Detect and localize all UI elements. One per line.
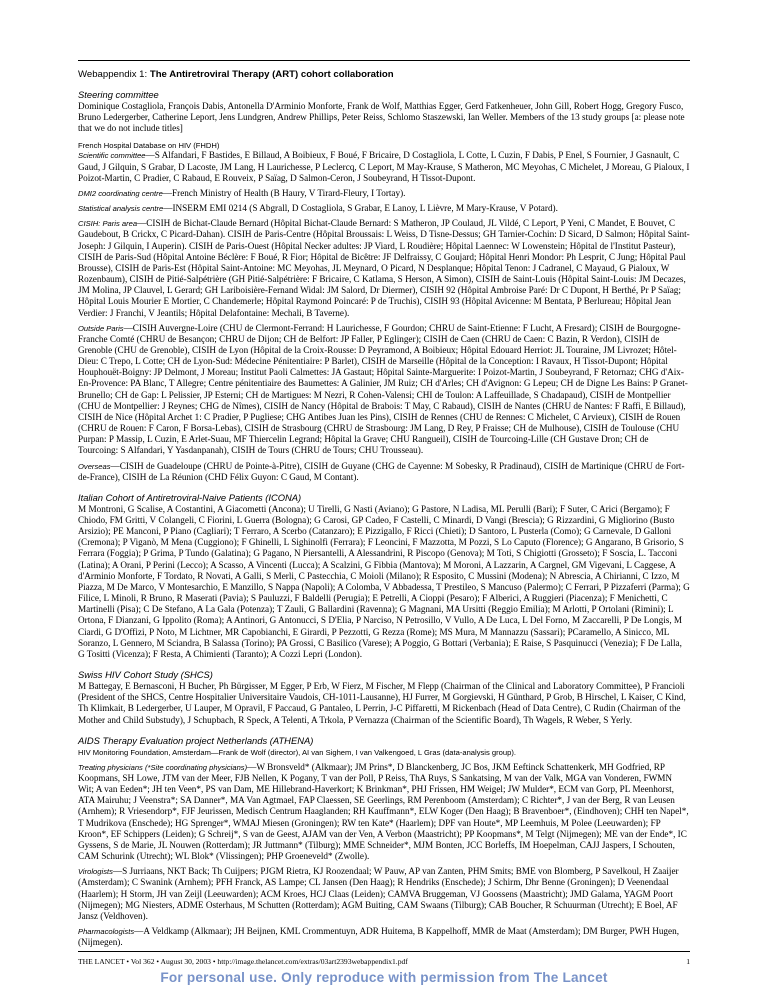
athena-sub — [78, 747, 690, 758]
fhdh-stat — [78, 203, 690, 214]
fhdh-cisih — [78, 218, 690, 318]
fhdh-overseas-text: —CISIH de Guadeloupe (CHRU de Pointe-à-Pitre), CISIH de Guyane (CHG de Cayenne: M Sobesky, R Pradinaud), CISIH de Martinique (CHRU de Fort-de-France), CISIH de La Réunion (CHD Félix Guyon: C Gaud, M Contant). — [78, 460, 685, 482]
permission-notice: For personal use. Only reproduce with permission from The Lancet — [160, 970, 608, 985]
fhdh-outside — [78, 323, 690, 457]
athena-virologists — [78, 866, 690, 922]
fhdh-scientific-text: —S Alfandari, F Bastides, E Billaud, A Boibieux, F Boué, F Bricaire, D Costagliola, L Cotte, L Cuzin, F Dabis, P Enel, S Fournier, J Gasnault, C Gaud, J Gilquin, S Grabar, D Lacoste, JM Lang, H Laurichesse, P Leclercq, C Leport, M May-Krause, S Matheron, MC Meyohas, C Michelet, J Moreau, G Pialoux, I Poizot-Martin, C Pradier, C Rabaud, E Rouveix, P Saïag, D Salmon-Ceron, J Soubeyrand, H Tissot-Dupont. — [78, 150, 690, 183]
page-title — [78, 69, 690, 80]
athena-virologists-text: —S Jurriaans, NKT Back; Th Cuijpers; PJGM Rietra, KJ Roozendaal; W Pauw, AP van Zanten, PHM Smits; BME von Blomberg, P Savelkoul, H Zaaijer (Amsterdam); C Swanink (Arnhem); PFH Franck, AS Lampe; CL Jansen (Den Haag); R Hendriks (Enschede); J Schirm, Dhr Benne (Groningen); D Veenendaal (Haarlem); H Storm, JH van Zeijl (Leeuwarden); ACM Kroes, HCJ Claas (Leiden); CAMVA Bruggeman, VJ Goossens (Maastricht); JMD Galama, YAGM Poort (Nijmegen); MG Niesters, ADME Osterhaus, M Schutten (Rotterdam); AGM Buiting, CAM Swaans (Tilburg); CAB Boucher, R Schuurman (Utrecht); E Boel, AF Jansz (Veldhoven). — [78, 866, 679, 921]
page-number: 1 — [686, 957, 690, 966]
page-footer — [78, 951, 690, 966]
athena-treating-label: Treating physicians (*Site coordinating physicians) — [78, 762, 248, 772]
fhdh-stat-label: Statistical analysis centre — [78, 204, 164, 214]
title-prefix: Webappendix 1: — [78, 69, 150, 80]
fhdh-dmi2-label: DMI2 coordinating centre — [78, 188, 163, 198]
icona-heading: Italian Cohort of Antiretroviral-Naive Patients (ICONA) — [78, 491, 302, 503]
shcs-heading: Swiss HIV Cohort Study (SHCS) — [78, 669, 213, 681]
footer-citation: THE LANCET • Vol 362 • August 30, 2003 • http://image.thelancet.com/extras/03art2393webappendix1.pdf — [78, 957, 408, 966]
fhdh-stat-text: —INSERM EMI 0214 (S Abgrall, D Costagliola, S Grabar, E Lanoy, L Lièvre, M Mary-Krause, V Potard). — [163, 203, 558, 214]
fhdh-scientific — [78, 150, 690, 183]
athena-sub-text: HIV Monitoring Foundation, Amsterdam—Frank de Wolf (director), AI van Sighem, I van Valkengoed, L Gras (data-analysis group). — [78, 747, 516, 757]
athena-treating-text: —W Bronsveld* (Alkmaar); JM Prins*, D Blanckenberg, JC Bos, JKM Eeftinck Schattenkerk, MH Godfried, RP Koopmans, SH Lowe, JTM van der Meer, FJB Nellen, K Pogany, T van der Poll, P Reiss, ThA Ruys, S Sankatsing, M van der Valk, MGA van Vonderen, FWMN Wit; A van Eeden*; JH ten Veen*, PS van Dam, ME Hillebrand-Haverkort; K Brinkman*, PHJ Frissen, HM Weigel; JW Mulder*, ECM van Gorp, PL Meenhorst, ATA Mairuhu; J Veenstra*; SA Danner*, MA Van Agtmael, FAP Claessen, SE Geerlings, RM Perenboom (Amsterdam); C Richter*, J van der Berg, R van Leusen (Arnhem); R Vriesendorp*, FJF Jeurissen, Medisch Centrum Haaglanden; RH Kauffmann*, ELW Koger (Den Haag); B Bravenboer*, (Eindhoven); CHH ten Napel*, T Mudrikova (Enschede); HG Sprenger*, WMAJ Miesen (Groningen); RW ten Kate* (Haarlem); DPF van Houte*, MP Leemhuis, M Polee (Leeuwarden); FP Kroon*, EF Schippers (Leiden); G Schreij*, S van de Geest, AJAM van der Ven, A Verbon (Maastricht); PP Koopmans*, M Telgt (Nijmegen); ME van der Ende*, IC Gyssens, S de Marie, JL Nouwen (Rotterdam); JR Juttmann* (Tilburg); MME Schneider*, MJM Bonten, JCC Borleffs, IM Hoepelman, CAJJ Jaspers, I Schouten, CAM Schurink (Utrecht); WL Blok* (Vlissingen); PHP Groeneveld* (Zwolle). — [78, 761, 689, 862]
top-rule — [78, 60, 690, 61]
appendix-page — [78, 60, 690, 948]
athena-heading: AIDS Therapy Evaluation project Netherlands (ATHENA) — [78, 734, 314, 746]
fhdh-dmi2 — [78, 188, 690, 199]
fhdh-cisih-text: —CISIH de Bichat-Claude Bernard (Hôpital Bichat-Claude Bernard: S Matheron, JP Coulaud, JL Vildé, C Leport, P Yeni, C Mandet, E Bouvet, C Gaudebout, B Crickx, C Picard-Dahan). CISIH de Paris-Centre (Hôpital Broussais: L Weiss, D Tisne-Dessus; GH Tarnier-Cochin: D Sicard, D Salmon; Hôpital Saint-Joseph: J Gilquin, I Auperin). CISIH de Paris-Ouest (Hôpital Necker adultes: JP Viard, L Roudière; Hôpital Laennec: W Lowenstein; Hôpital de l'Institut Pasteur), CISIH de Paris-Sud (Hôpital Antoine Béclère: F Boué, R Fior; Hôpital de Bicêtre: JF Delfraissy, C Goujard; Hôpital Henri Mondor: Ph Lesprit, C Jung; Hôpital Paul Brousse), CISIH de Paris-Est (Hôpital Saint-Antoine: MC Meyohas, JL Meynard, O Picard, N Desplanque; Hôpital Tenon: J Cadranel, C Mayaud, G Pialoux, W Rozenbaum), CISIH de Pitié-Salpétrière (GH Pitié-Salpétrière: F Bricaire, C Katlama, S Herson, A Simon), CISIH de Saint-Louis (Hôpital Saint-Louis: JM Decazes, JM Molina, JP Clauvel, L Gerard; GH Lariboisière-Fernand Widal: JM Salord, Dr Diermer), CISIH 92 (Hôpital Ambroise Paré: Dr C Dupont, H Berthé, Pr P Saïag; Hôpital Louis Mourier E Mortier, C Chandemerle; Hôpital Raymond Poincaré: P de Truchis), CISIH 93 (Hôpital Avicenne: M Bentata, P Berlureau; Hôpital Jean Verdier: J Franchi, V Jeantils; Hôpital Delafontaine: Mechali, B Taverne). — [78, 218, 690, 318]
athena-pharma-text: —A Veldkamp (Alkmaar); JH Beijnen, KML Crommentuyn, ADR Huitema, B Kappelhoff, MMR de Maat (Amsterdam); DM Burger, PWH Hugen, (Nijmegen). — [78, 926, 679, 948]
fhdh-heading: French Hospital Database on HIV (FHDH) — [78, 141, 220, 151]
fhdh-overseas — [78, 461, 690, 483]
fhdh-dmi2-text: —French Ministry of Health (B Haury, V Tirard-Fleury, I Tortay). — [162, 187, 406, 198]
shcs-text: M Battegay, E Bernasconi, H Bucher, Ph Bürgisser, M Egger, P Erb, W Fierz, M Fischer, M Flepp (Chairman of the Clinical and Laboratory Committee), P Francioli (President of the SHCS, Centre Hospitalier Universitaire Vaudois, CH-1011-Lausanne), HJ Furrer, M Gorgievski, H Günthard, P Grob, B Hirschel, L Kaiser, C Kind, Th Klimkait, B Ledergerber, U Lauper, M Opravil, F Paccaud, G Pantaleo, L Perrin, J-C Piffaretti, M Rickenbach (Head of Data Centre), C Rudin (Chairman of the Mother and Child Substudy), J Schupbach, R Speck, A Telenti, A Trkola, P Vernazza (Chairman of the Scientific Board), Th Wagels, R Weber, S Yerly. — [78, 681, 686, 725]
title-main: The Antiretroviral Therapy (ART) cohort collaboration — [149, 69, 394, 80]
athena-pharma — [78, 926, 690, 948]
icona-text: M Montroni, G Scalise, A Costantini, A Giacometti (Ancona); U Tirelli, G Nasti (Aviano); G Pastore, N Ladisa, ML Perulli (Bari); F Suter, C Arici (Bergamo); F Chiodo, FM Gritti, V Colangeli, C Fiorini, L Guerra (Bologna); G Carosi, GP Cadeo, F Castelli, C Minardi, D Vangi (Brescia); G Rizzardini, G Migliorino (Busto Arsizio); PE Manconi, P Piano (Cagliari); T Ferraro, A Scerbo (Catanzaro); E Pizzigallo, F Ricci (Chieti); D Santoro, L Pusterla (Como); G Carnevale, D Galloni (Cremona); P Viganò, M Mena (Cuggiono); F Ghinelli, L Sighinolfi (Ferrara); F Leoncini, F Mazzotta, M Pozzi, S Lo Caputo (Florence); G Angarano, B Grisorio, S Ferrara (Foggia); P Grima, P Tundo (Galatina); G Pagano, N Piersantelli, A Alessandrini, R Piscopo (Genova); M Toti, S Chigiotti (Grosseto); F Soscia, L. Tacconi (Latina); A Orani, P Perini (Lecco); A Scasso, A Vincenti (Lucca); A Scalzini, G Fibbia (Mantova); M Moroni, A Lazzarin, A Cargnel, GM Vigevani, L Caggese, A d'Arminio Monforte, F Tordato, R Novati, A Galli, S Merli, C Pastecchia, C Moioli (Milano); R Esposito, C Mussini (Modena); N Abrescia, A Chirianni, C Izzo, M Piazza, M De Marco, V Montesarchio, E Manzillo, S Nappa (Napoli); A Colomba, V Abbadessa, T Prestileo, S Mancuso (Palermo); C Ferrari, P Pizzaferri (Parma); G Filice, L Minoli, R Bruno, R Maserati (Pavia); S Pauluzzi, F Baldelli (Perugia); E Petrelli, A Cioppi (Pesaro); F Alberici, A Ruggieri (Piacenza); F Menichetti, C Martinelli (Pisa); C De Stefano, A La Gala (Potenza); T Zauli, G Ballardini (Ravenna); G Magnani, MA Ursitti (Reggio Emilia); M Arlotti, P Ortolani (Rimini); L Ortona, F Dianzani, G Ippolito (Roma); A Antinori, G Antonucci, S D'Elia, P Narciso, N Petrosillo, V Vullo, A De Luca, L Del Forno, M Zaccarelli, P De Longis, M Ciardi, G D'Offizi, P Noto, M Lichtner, MR Capobianchi, E Girardi, P Pezzotti, G Rezza (Rome); MS Mura, M Mannazzu (Sassari); PCaramello, A Sinicco, ML Soranzo, L Gennero, M Sciandra, B Salassa (Torino); PA Grossi, C Basilico (Varese); A Poggio, G Bottari (Verbania); E Raise, S Pasquinucci (Venezia); F De Lalla, G Tositti (Vicenza); F Resta, A Chimienti (Taranto); A Cozzi Lepri (London). — [78, 503, 690, 659]
fhdh-cisih-label: CISIH: Paris area — [78, 219, 138, 229]
athena-treating — [78, 762, 690, 862]
steering-heading: Steering committee — [78, 89, 159, 100]
fhdh-outside-label: Outside Paris — [78, 323, 124, 333]
athena-pharma-label: Pharmacologists — [78, 927, 135, 936]
fhdh-outside-text: —CISIH Auvergne-Loire (CHU de Clermont-Ferrand: H Laurichesse, F Gourdon; CHRU de Saint-Etienne: F Lucht, A Fresard); CISIH de Bourgogne-Franche Comté (CHRU de Besançon; CHRU de Dijon; CH de Belfort: JP Faller, P Eglinger); CISIH de Caen (CHRU de Caen: C Bazin, R Verdon), CISIH de Grenoble (CHU de Grenoble), CISIH de Lyon (Hôpital de la Croix-Rousse: D Peyramond, A Boibieux; Hôpital Edouard Herriot: JL Touraine, JM Livrozet; Hôtel-Dieu: C Trepo, L Cotte; CH de Lyon-Sud: Médecine Pénitentiaire: P Barlet), CISIH de Marseille (Hôpital de la Conception: I Ravaux, H Tissot-Dupont; Hôpital Houphouët-Boigny: JP Delmont, J Moreau; Institut Paoli Calmettes: JA Gastaut; Hôpital Sainte-Marguerite: I Poizot-Martin, J Soubeyrand, F Retornaz; CHG d'Aix-En-Provence: PA Blanc, T Allegre; Centre pénitentiaire des Baumettes: A Galinier, JM Ruiz; CH d'Arles; CH d'Avignon: G Lepeu; CH de Digne Les Bains: P Granet-Brunello; CH de Gap: L Pelissier, JP Esterni; CH de Martigues: M Nezri, R Cohen-Valensi; CHI de Toulon: A Laffeuillade, S Chadapaud), CISIH de Montpellier (CHU de Montpellier: J Reynes; CHG de Nîmes), CISIH de Nancy (Hôpital de Brabois: T May, C Rabaud), CISIH de Nantes (CHRU de Nantes: F Raffi, E Billaud), CISIH de Nice (Hôpital Archet 1: C Pradier, P Pugliese; CHG Antibes Juan les Pins), CISIH de Rennes (CHU de Rennes: C Michelet, C Arvieux), CISIH de Rouen (CHRU de Rouen: F Caron, F Borsa-Lebas), CISIH de Strasbourg (CHRU de Strasbourg: JM Lang, D Rey, P Fraisse; CH de Mulhouse), CISIH de Toulouse (CHU Purpan: P Massip, L Cuzin, E Arlet-Suau, MF Thiercelin Legrand; Hôpital la Grave; CHU Rangueil), CISIH de Tourcoing-Lille (CH Gustave Dron; CH de Tourcoing: S Alfandari, Y Yasdanpanah), CISIH de Tours (CHRU de Tours; CHU Trousseau). — [78, 322, 688, 456]
steering-text: Dominique Costagliola, François Dabis, Antonella D'Arminio Monforte, Frank de Wolf, Matthias Egger, Gerd Fatkenheuer, John Gill, Robert Hogg, Gregory Fusco, Bruno Ledergerber, Catherine Leport, Jens Lundgren, Andrew Phillips, Peter Reiss, Schlomo Staszewski, Ian Weller. Members of the 13 study groups [a: please note that we do not include titles] — [78, 101, 685, 134]
fhdh-scientific-label: Scientific committee — [78, 151, 146, 161]
athena-virologists-label: Virologists — [78, 867, 113, 877]
fhdh-overseas-label: Overseas — [78, 461, 111, 471]
